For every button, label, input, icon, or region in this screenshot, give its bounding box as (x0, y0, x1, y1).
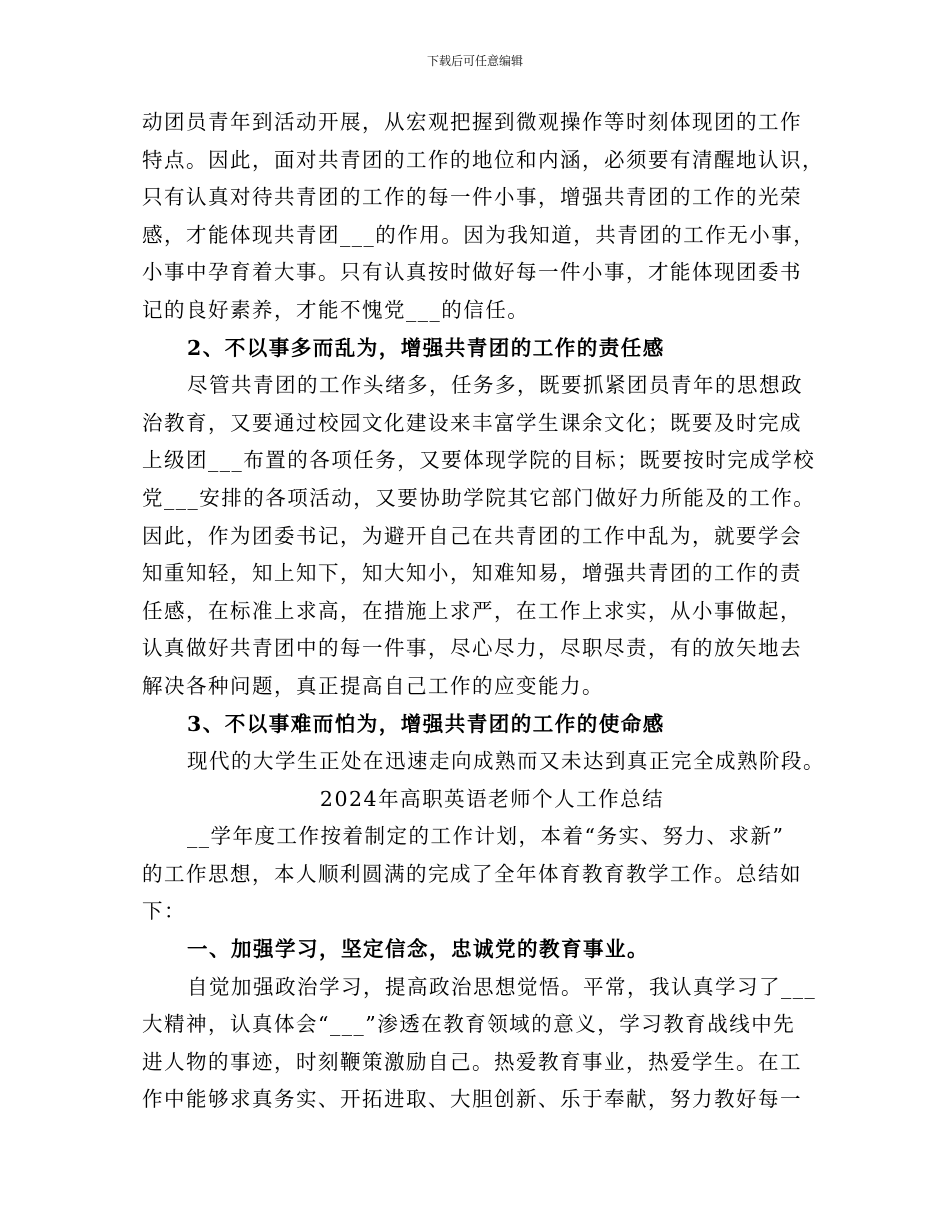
text-line: 特点。因此，面对共青团的工作的地位和内涵，必须要有清醒地认识， (142, 147, 824, 172)
section-heading: 2、不以事多而乱为，增强共青团的工作的责任感 (187, 335, 665, 360)
text-line: 党___安排的各项活动，又要协助学院其它部门做好力所能及的工作。 (142, 485, 816, 510)
text-line: 记的良好素养，才能不愧党___的信任。 (142, 297, 530, 322)
text-line: 知重知轻，知上知下，知大知小，知难知易，增强共青团的工作的责 (142, 561, 802, 586)
text-line: 治教育，又要通过校园文化建设来丰富学生课余文化；既要及时完成 (142, 410, 802, 435)
section-heading: 一、加强学习，坚定信念，忠诚党的教育事业。 (187, 937, 649, 962)
text-line: 进人物的事迹，时刻鞭策激励自己。热爱教育事业，热爱学生。在工 (142, 1049, 802, 1074)
text-line: 上级团___布置的各项任务，又要体现学院的目标；既要按时完成学校 (142, 448, 816, 473)
text-line: __学年度工作按着制定的工作计划，本着“务实、努力、求新” (187, 824, 785, 849)
document-body (142, 104, 842, 1119)
text-line: 任感，在标准上求高，在措施上求严，在工作上求实，从小事做起， (142, 598, 802, 623)
text-line: 只有认真对待共青团的工作的每一件小事，增强共青团的工作的光荣 (142, 185, 802, 210)
text-line: 感，才能体现共青团___的作用。因为我知道，共青团的工作无小事， (142, 222, 816, 247)
text-line: 因此，作为团委书记，为避开自己在共青团的工作中乱为，就要学会 (142, 523, 802, 548)
text-line: 认真做好共青团中的每一件事，尽心尽力，尽职尽责，有的放矢地去 (142, 636, 802, 661)
text-line: 尽管共青团的工作头绪多，任务多，既要抓紧团员青年的思想政 (187, 373, 803, 398)
text-line: 大精神，认真体会“___”渗透在教育领域的意义，学习教育战线中先 (142, 1012, 796, 1037)
document-title: 2024年高职英语老师个人工作总结 (319, 786, 665, 811)
page-header-note: 下载后可任意编辑 (426, 54, 523, 68)
text-line: 动团员青年到活动开展，从宏观把握到微观操作等时刻体现团的工作 (142, 110, 802, 134)
section-heading: 3、不以事难而怕为，增强共青团的工作的使命感 (187, 711, 665, 736)
text-line: 现代的大学生正处在迅速走向成熟而又未达到真正完全成熟阶段。 (187, 749, 825, 774)
text-line: 解决各种问题，真正提高自己工作的应变能力。 (142, 673, 604, 698)
text-line: 小事中孕育着大事。只有认真按时做好每一件小事，才能体现团委书 (142, 260, 802, 285)
text-line: 作中能够求真务实、开拓进取、大胆创新、乐于奉献，努力教好每一 (142, 1087, 802, 1112)
text-line: 下： (142, 899, 186, 924)
text-line: 的工作思想，本人顺利圆满的完成了全年体育教育教学工作。总结如 (142, 861, 802, 886)
text-line: 自觉加强政治学习，提高政治思想觉悟。平常，我认真学习了___ (187, 974, 817, 999)
